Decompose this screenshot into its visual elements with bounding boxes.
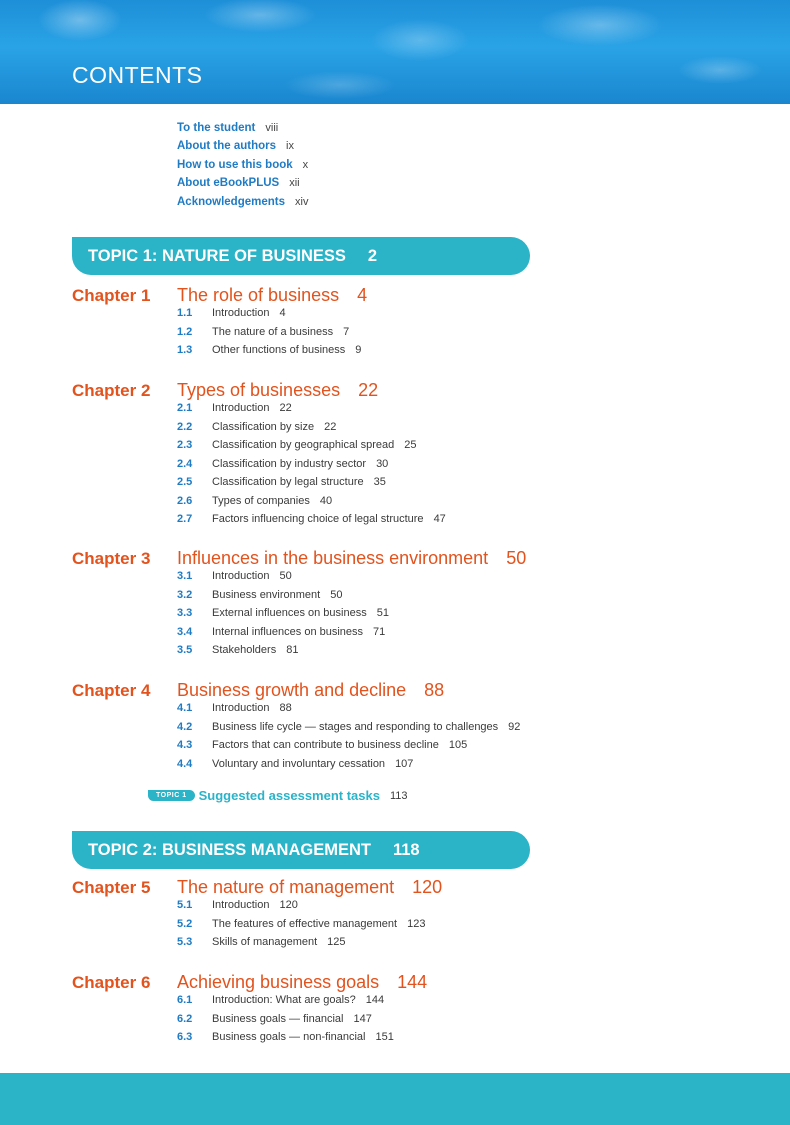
chapter-title[interactable] bbox=[177, 877, 442, 898]
chapter-page: 22 bbox=[358, 380, 379, 400]
section-page: 7 bbox=[343, 325, 350, 338]
section-title[interactable]: Business environment bbox=[212, 588, 321, 601]
section-number: 5.3 bbox=[177, 936, 193, 948]
section-page: 105 bbox=[448, 739, 468, 751]
section-list bbox=[177, 994, 394, 1050]
section-number: 2.2 bbox=[177, 420, 193, 433]
chapter-label: Chapter 2 bbox=[72, 381, 151, 400]
topic-label: TOPIC 1: NATURE OF BUSINESS bbox=[88, 247, 346, 265]
section-title[interactable]: Introduction bbox=[212, 899, 270, 911]
front-matter-page: viii bbox=[265, 122, 279, 134]
section-list bbox=[177, 570, 389, 663]
section-number: 2.4 bbox=[177, 457, 193, 470]
section-title[interactable]: Business life cycle — stages and responding to challenges bbox=[212, 720, 499, 733]
section-title[interactable]: Introduction bbox=[212, 402, 270, 414]
assessment-label[interactable]: Suggested assessment tasks bbox=[198, 788, 380, 804]
chapter-title[interactable] bbox=[177, 972, 427, 993]
section-page: 151 bbox=[375, 1031, 394, 1043]
section-title[interactable]: Introduction: What are goals? bbox=[212, 994, 356, 1006]
chapter-page: 4 bbox=[357, 285, 368, 305]
section-title[interactable]: Factors that can contribute to business decline bbox=[212, 739, 439, 751]
section-title[interactable]: Types of companies bbox=[212, 494, 310, 507]
section-item[interactable] bbox=[177, 458, 446, 477]
section-item[interactable] bbox=[177, 626, 389, 645]
section-page: 30 bbox=[376, 457, 389, 470]
front-matter-item[interactable] bbox=[177, 177, 308, 195]
chapter-title-text[interactable]: Achieving business goals bbox=[177, 972, 380, 992]
section-title[interactable]: Introduction bbox=[212, 570, 270, 582]
section-title[interactable]: Skills of management bbox=[212, 936, 318, 948]
section-number: 3.5 bbox=[177, 644, 193, 656]
chapter-label: Chapter 1 bbox=[72, 286, 151, 305]
section-item[interactable] bbox=[177, 899, 425, 918]
section-item[interactable] bbox=[177, 570, 389, 589]
section-page: 50 bbox=[330, 588, 343, 601]
chapter-title[interactable] bbox=[177, 680, 444, 701]
topic-page: 2 bbox=[367, 247, 378, 265]
section-list bbox=[177, 899, 425, 955]
section-number: 2.3 bbox=[177, 439, 193, 451]
front-matter-label[interactable]: How to use this book bbox=[177, 158, 293, 171]
section-item[interactable] bbox=[177, 721, 520, 740]
section-number: 4.1 bbox=[177, 702, 193, 714]
front-matter-list bbox=[177, 122, 308, 214]
front-matter-label[interactable]: To the student bbox=[177, 122, 256, 134]
section-page: 47 bbox=[433, 513, 446, 525]
section-number: 3.3 bbox=[177, 607, 193, 619]
front-matter-page: ix bbox=[286, 140, 294, 153]
chapter-page: 144 bbox=[397, 972, 428, 992]
section-number: 6.2 bbox=[177, 1012, 193, 1025]
section-page: 51 bbox=[376, 607, 389, 619]
section-title[interactable]: Business goals — non-financial bbox=[212, 1031, 366, 1043]
section-item[interactable] bbox=[177, 402, 446, 421]
section-item[interactable] bbox=[177, 702, 520, 721]
section-page: 144 bbox=[365, 994, 385, 1006]
chapter-title-text[interactable]: Business growth and decline bbox=[177, 680, 407, 700]
section-number: 2.5 bbox=[177, 476, 193, 488]
topic-label: TOPIC 2: BUSINESS MANAGEMENT bbox=[88, 841, 371, 859]
section-title[interactable]: The features of effective management bbox=[212, 917, 398, 930]
section-list bbox=[177, 402, 446, 532]
section-title[interactable]: The nature of a business bbox=[212, 325, 334, 338]
chapter-label: Chapter 5 bbox=[72, 878, 151, 897]
section-item[interactable] bbox=[177, 1013, 394, 1032]
section-item[interactable] bbox=[177, 307, 361, 326]
front-matter-item[interactable] bbox=[177, 196, 308, 214]
section-number: 6.3 bbox=[177, 1031, 193, 1043]
section-page: 22 bbox=[324, 420, 337, 433]
front-matter-label[interactable]: About the authors bbox=[177, 140, 277, 153]
chapter-title-text[interactable]: The nature of management bbox=[177, 877, 395, 897]
section-title[interactable]: Introduction bbox=[212, 307, 270, 319]
section-page: 25 bbox=[404, 439, 417, 451]
section-item[interactable] bbox=[177, 1031, 394, 1050]
section-page: 22 bbox=[279, 402, 292, 414]
section-number: 3.1 bbox=[177, 570, 193, 582]
section-item[interactable] bbox=[177, 589, 389, 608]
section-title[interactable]: Classification by geographical spread bbox=[212, 439, 395, 451]
section-item[interactable] bbox=[177, 607, 389, 626]
section-page: 9 bbox=[355, 344, 362, 356]
section-list bbox=[177, 307, 361, 363]
section-item[interactable] bbox=[177, 644, 389, 663]
section-title[interactable]: Stakeholders bbox=[212, 644, 277, 656]
chapter-title-text[interactable]: The role of business bbox=[177, 285, 340, 305]
front-matter-item[interactable] bbox=[177, 122, 308, 140]
chapter-title[interactable] bbox=[177, 548, 526, 569]
section-title[interactable]: Introduction bbox=[212, 702, 270, 714]
front-matter-item[interactable] bbox=[177, 140, 308, 158]
section-title[interactable]: Factors influencing choice of legal structure bbox=[212, 513, 424, 525]
section-page: 107 bbox=[395, 757, 414, 770]
section-title[interactable]: Classification by industry sector bbox=[212, 457, 367, 470]
section-title[interactable]: Internal influences on business bbox=[212, 625, 364, 638]
front-matter-page: xii bbox=[289, 177, 300, 190]
section-item[interactable] bbox=[177, 994, 394, 1013]
chapter-title-text[interactable]: Types of businesses bbox=[177, 380, 341, 400]
section-number: 4.4 bbox=[177, 757, 193, 770]
section-number: 3.2 bbox=[177, 588, 193, 601]
section-item[interactable] bbox=[177, 758, 520, 777]
section-item[interactable] bbox=[177, 476, 446, 495]
topic-page: 118 bbox=[392, 841, 420, 859]
section-item[interactable] bbox=[177, 439, 446, 458]
section-number: 1.3 bbox=[177, 344, 193, 356]
section-page: 120 bbox=[279, 899, 298, 911]
chapter-page: 120 bbox=[412, 877, 443, 897]
chapter-title[interactable] bbox=[177, 285, 367, 306]
section-number: 1.2 bbox=[177, 325, 193, 338]
section-title[interactable]: External influences on business bbox=[212, 607, 367, 619]
section-page: 125 bbox=[327, 936, 346, 948]
chapter-page: 50 bbox=[506, 548, 527, 568]
front-matter-label[interactable]: Acknowledgements bbox=[177, 195, 285, 208]
section-page: 40 bbox=[319, 494, 333, 507]
assessment-page: 113 bbox=[389, 789, 408, 802]
front-matter-item[interactable] bbox=[177, 159, 308, 177]
section-page: 81 bbox=[286, 644, 299, 656]
section-item[interactable] bbox=[177, 739, 520, 758]
section-item[interactable] bbox=[177, 421, 446, 440]
chapter-label: Chapter 3 bbox=[72, 549, 151, 568]
section-item[interactable] bbox=[177, 513, 446, 532]
topic-2-banner[interactable] bbox=[72, 831, 530, 869]
front-matter-page: x bbox=[302, 158, 309, 171]
section-item[interactable] bbox=[177, 495, 446, 514]
section-number: 3.4 bbox=[177, 625, 193, 638]
chapter-label: Chapter 4 bbox=[72, 681, 151, 700]
section-title[interactable]: Classification by size bbox=[212, 420, 315, 433]
section-page: 4 bbox=[279, 307, 286, 319]
section-page: 50 bbox=[279, 570, 292, 582]
header-banner bbox=[0, 0, 790, 104]
section-item[interactable] bbox=[177, 918, 425, 937]
section-number: 5.1 bbox=[177, 899, 193, 911]
section-title[interactable]: Business goals — financial bbox=[212, 1012, 344, 1025]
front-matter-page: xiv bbox=[295, 195, 309, 208]
section-number: 1.1 bbox=[177, 307, 193, 319]
section-item[interactable] bbox=[177, 344, 361, 363]
section-title[interactable]: Classification by legal structure bbox=[212, 476, 364, 488]
topic-badge: TOPIC 1 bbox=[148, 790, 195, 801]
section-list bbox=[177, 702, 520, 776]
section-item[interactable] bbox=[177, 326, 361, 345]
section-number: 5.2 bbox=[177, 917, 193, 930]
section-number: 6.1 bbox=[177, 994, 193, 1006]
chapter-label: Chapter 6 bbox=[72, 973, 151, 992]
section-page: 88 bbox=[279, 702, 292, 714]
section-page: 92 bbox=[508, 720, 521, 733]
chapter-title-text[interactable]: Influences in the business environment bbox=[177, 548, 489, 568]
chapter-title[interactable] bbox=[177, 380, 378, 401]
section-number: 2.6 bbox=[177, 494, 193, 507]
section-page: 147 bbox=[353, 1012, 372, 1025]
topic-1-banner[interactable] bbox=[72, 237, 530, 275]
section-page: 71 bbox=[373, 625, 386, 638]
front-matter-label[interactable]: About eBookPLUS bbox=[177, 177, 280, 190]
footer-bar bbox=[0, 1073, 790, 1125]
section-page: 123 bbox=[407, 917, 426, 930]
section-number: 4.2 bbox=[177, 720, 193, 733]
section-number: 2.7 bbox=[177, 513, 193, 525]
section-number: 4.3 bbox=[177, 739, 193, 751]
section-title[interactable]: Voluntary and involuntary cessation bbox=[212, 757, 386, 770]
section-number: 2.1 bbox=[177, 402, 193, 414]
chapter-page: 88 bbox=[424, 680, 445, 700]
section-title[interactable]: Other functions of business bbox=[212, 344, 346, 356]
section-item[interactable] bbox=[177, 936, 425, 955]
assessment-link[interactable] bbox=[148, 787, 408, 805]
page-title: CONTENTS bbox=[72, 62, 203, 88]
section-page: 35 bbox=[373, 476, 386, 488]
